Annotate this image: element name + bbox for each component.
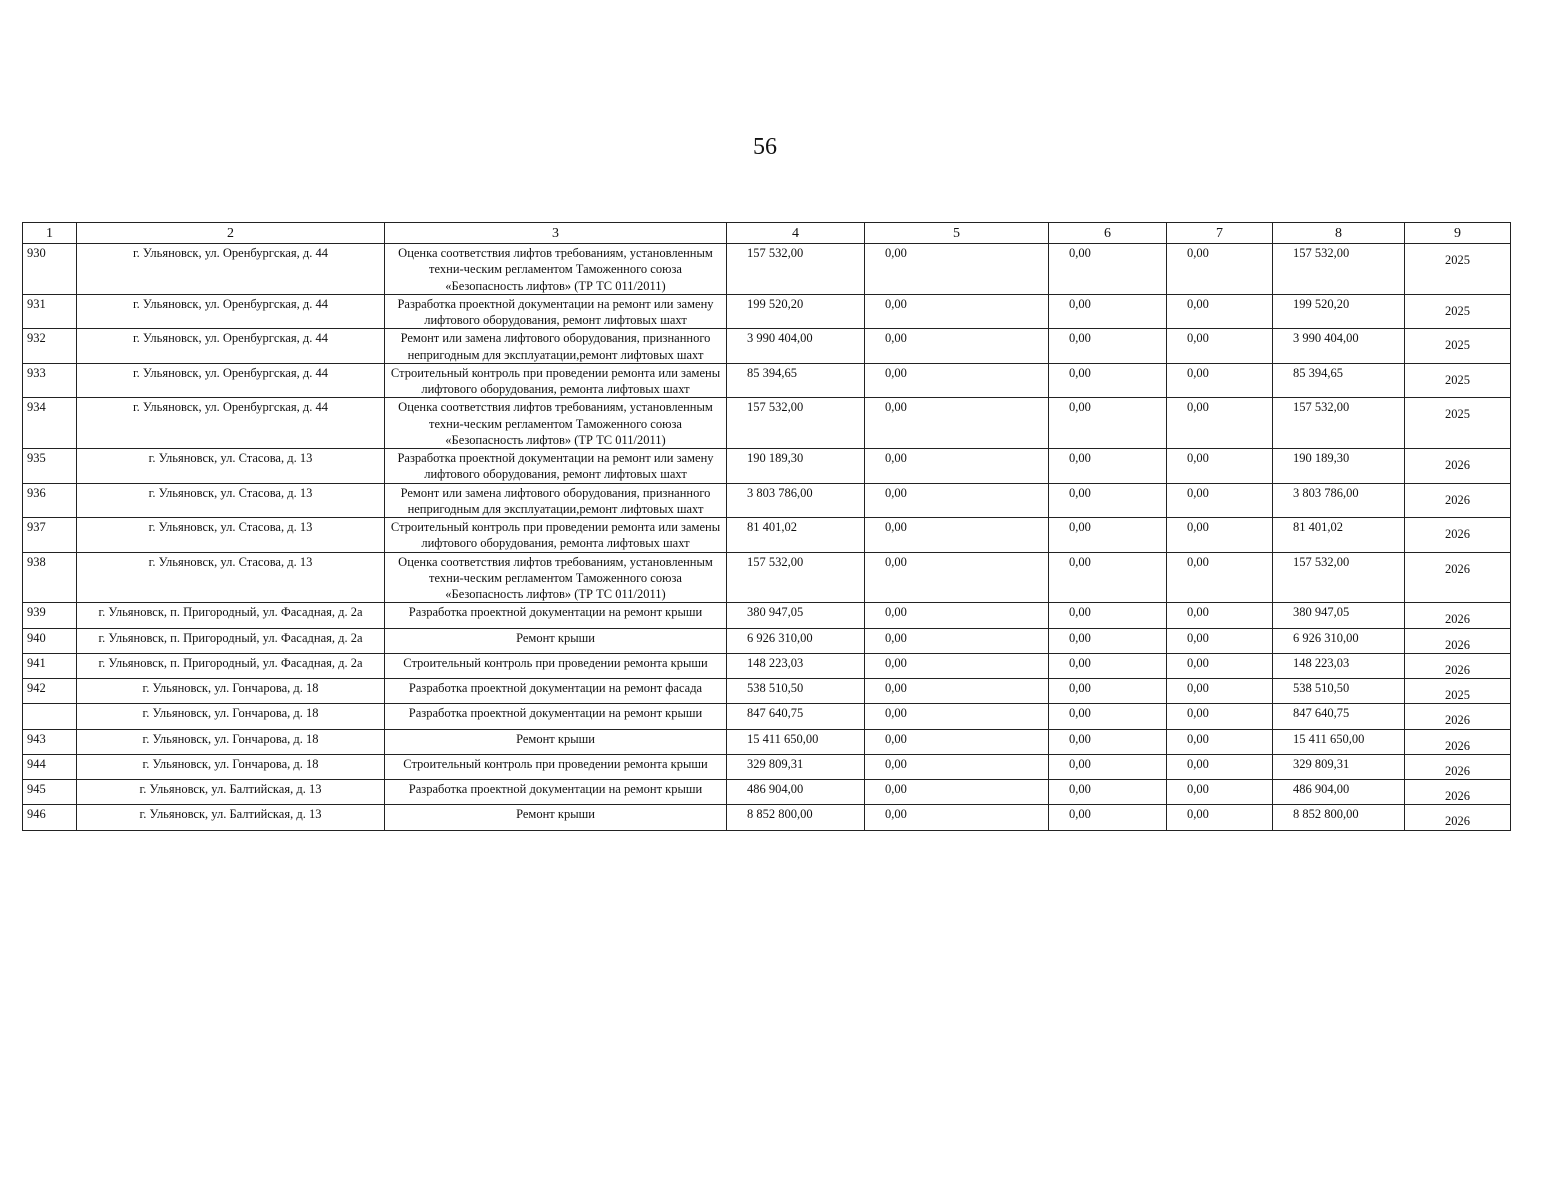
address-cell: г. Ульяновск, ул. Оренбургская, д. 44 [77, 398, 385, 449]
year-cell: 2025 [1405, 329, 1511, 364]
fund-total-cell: 538 510,50 [1273, 679, 1405, 704]
work-type-cell: Разработка проектной документации на ремонт крыши [385, 704, 727, 729]
column-header: 2 [77, 223, 385, 244]
row-number: 937 [23, 518, 77, 553]
table-row [23, 780, 1511, 805]
row-number: 938 [23, 552, 77, 603]
year-cell: 2026 [1405, 449, 1511, 484]
address-cell: г. Ульяновск, ул. Стасова, д. 13 [77, 552, 385, 603]
fund-cell: 0,00 [865, 363, 1049, 398]
owners-cell: 0,00 [1167, 704, 1273, 729]
column-header: 6 [1049, 223, 1167, 244]
fund-cell: 0,00 [865, 653, 1049, 678]
fund-total-cell: 157 532,00 [1273, 552, 1405, 603]
budget-cell: 0,00 [1049, 244, 1167, 295]
row-number: 943 [23, 729, 77, 754]
owners-cell: 0,00 [1167, 679, 1273, 704]
address-cell: г. Ульяновск, ул. Гончарова, д. 18 [77, 754, 385, 779]
total-cost-cell: 190 189,30 [727, 449, 865, 484]
address-cell: г. Ульяновск, ул. Гончарова, д. 18 [77, 704, 385, 729]
table-row [23, 363, 1511, 398]
row-number: 935 [23, 449, 77, 484]
address-cell: г. Ульяновск, ул. Стасова, д. 13 [77, 483, 385, 518]
page-number: 56 [753, 134, 777, 160]
owners-cell: 0,00 [1167, 363, 1273, 398]
total-cost-cell: 157 532,00 [727, 398, 865, 449]
row-number: 930 [23, 244, 77, 295]
work-type-cell: Ремонт крыши [385, 729, 727, 754]
fund-total-cell: 157 532,00 [1273, 244, 1405, 295]
column-header: 4 [727, 223, 865, 244]
row-number: 940 [23, 628, 77, 653]
row-number: 932 [23, 329, 77, 364]
total-cost-cell: 85 394,65 [727, 363, 865, 398]
fund-total-cell: 148 223,03 [1273, 653, 1405, 678]
work-type-cell: Ремонт крыши [385, 805, 727, 830]
fund-cell: 0,00 [865, 552, 1049, 603]
column-header: 8 [1273, 223, 1405, 244]
work-type-cell: Разработка проектной документации на ремонт крыши [385, 603, 727, 628]
fund-total-cell: 380 947,05 [1273, 603, 1405, 628]
fund-total-cell: 157 532,00 [1273, 398, 1405, 449]
owners-cell: 0,00 [1167, 518, 1273, 553]
fund-cell: 0,00 [865, 449, 1049, 484]
column-header: 1 [23, 223, 77, 244]
table-row [23, 552, 1511, 603]
address-cell: г. Ульяновск, ул. Гончарова, д. 18 [77, 679, 385, 704]
column-header: 9 [1405, 223, 1511, 244]
budget-cell: 0,00 [1049, 729, 1167, 754]
year-cell: 2026 [1405, 754, 1511, 779]
budget-cell: 0,00 [1049, 754, 1167, 779]
table-row [23, 518, 1511, 553]
year-cell: 2026 [1405, 552, 1511, 603]
table-row [23, 679, 1511, 704]
year-cell: 2026 [1405, 483, 1511, 518]
table-row [23, 603, 1511, 628]
owners-cell: 0,00 [1167, 483, 1273, 518]
row-number: 936 [23, 483, 77, 518]
budget-cell: 0,00 [1049, 294, 1167, 329]
budget-cell: 0,00 [1049, 679, 1167, 704]
row-number: 931 [23, 294, 77, 329]
fund-total-cell: 190 189,30 [1273, 449, 1405, 484]
fund-total-cell: 3 990 404,00 [1273, 329, 1405, 364]
table-row [23, 805, 1511, 830]
work-type-cell: Оценка соответствия лифтов требованиям, установленным техни-ческим регламентом Таможенного союза «Безопасность лифтов» (ТР ТС 011/2011) [385, 398, 727, 449]
total-cost-cell: 486 904,00 [727, 780, 865, 805]
work-type-cell: Строительный контроль при проведении ремонта крыши [385, 653, 727, 678]
year-cell: 2025 [1405, 679, 1511, 704]
total-cost-cell: 3 803 786,00 [727, 483, 865, 518]
address-cell: г. Ульяновск, ул. Балтийская, д. 13 [77, 780, 385, 805]
budget-cell: 0,00 [1049, 628, 1167, 653]
budget-cell: 0,00 [1049, 603, 1167, 628]
year-cell: 2026 [1405, 805, 1511, 830]
budget-cell: 0,00 [1049, 805, 1167, 830]
work-type-cell: Ремонт крыши [385, 628, 727, 653]
fund-cell: 0,00 [865, 294, 1049, 329]
fund-total-cell: 486 904,00 [1273, 780, 1405, 805]
total-cost-cell: 157 532,00 [727, 552, 865, 603]
address-cell: г. Ульяновск, п. Пригородный, ул. Фасадная, д. 2а [77, 603, 385, 628]
address-cell: г. Ульяновск, ул. Стасова, д. 13 [77, 449, 385, 484]
year-cell: 2026 [1405, 628, 1511, 653]
year-cell: 2026 [1405, 729, 1511, 754]
work-type-cell: Разработка проектной документации на ремонт или замену лифтового оборудования, ремонт лифтовых шахт [385, 294, 727, 329]
table-row [23, 449, 1511, 484]
total-cost-cell: 847 640,75 [727, 704, 865, 729]
address-cell: г. Ульяновск, ул. Оренбургская, д. 44 [77, 244, 385, 295]
total-cost-cell: 380 947,05 [727, 603, 865, 628]
total-cost-cell: 15 411 650,00 [727, 729, 865, 754]
year-cell: 2025 [1405, 363, 1511, 398]
work-type-cell: Ремонт или замена лифтового оборудования, признанного непригодным для эксплуатации,ремонт лифтовых шахт [385, 329, 727, 364]
work-type-cell: Оценка соответствия лифтов требованиям, установленным техни-ческим регламентом Таможенного союза «Безопасность лифтов» (ТР ТС 011/2011) [385, 244, 727, 295]
budget-cell: 0,00 [1049, 329, 1167, 364]
budget-cell: 0,00 [1049, 704, 1167, 729]
header-row [23, 223, 1511, 244]
budget-cell: 0,00 [1049, 780, 1167, 805]
table-row [23, 244, 1511, 295]
fund-total-cell: 81 401,02 [1273, 518, 1405, 553]
owners-cell: 0,00 [1167, 780, 1273, 805]
work-type-cell: Ремонт или замена лифтового оборудования, признанного непригодным для эксплуатации,ремонт лифтовых шахт [385, 483, 727, 518]
address-cell: г. Ульяновск, п. Пригородный, ул. Фасадная, д. 2а [77, 653, 385, 678]
work-type-cell: Разработка проектной документации на ремонт фасада [385, 679, 727, 704]
owners-cell: 0,00 [1167, 552, 1273, 603]
row-number: 944 [23, 754, 77, 779]
budget-cell: 0,00 [1049, 518, 1167, 553]
address-cell: г. Ульяновск, ул. Гончарова, д. 18 [77, 729, 385, 754]
table-row [23, 483, 1511, 518]
fund-total-cell: 15 411 650,00 [1273, 729, 1405, 754]
work-type-cell: Строительный контроль при проведении ремонта крыши [385, 754, 727, 779]
total-cost-cell: 157 532,00 [727, 244, 865, 295]
table-row [23, 729, 1511, 754]
fund-cell: 0,00 [865, 729, 1049, 754]
year-cell: 2026 [1405, 518, 1511, 553]
row-number: 934 [23, 398, 77, 449]
year-cell: 2026 [1405, 780, 1511, 805]
address-cell: г. Ульяновск, ул. Оренбургская, д. 44 [77, 294, 385, 329]
budget-cell: 0,00 [1049, 483, 1167, 518]
fund-cell: 0,00 [865, 398, 1049, 449]
work-type-cell: Разработка проектной документации на ремонт или замену лифтового оборудования, ремонт лифтовых шахт [385, 449, 727, 484]
owners-cell: 0,00 [1167, 294, 1273, 329]
column-header: 3 [385, 223, 727, 244]
total-cost-cell: 329 809,31 [727, 754, 865, 779]
fund-cell: 0,00 [865, 704, 1049, 729]
owners-cell: 0,00 [1167, 449, 1273, 484]
fund-cell: 0,00 [865, 483, 1049, 518]
table-row [23, 329, 1511, 364]
row-number: 945 [23, 780, 77, 805]
budget-cell: 0,00 [1049, 653, 1167, 678]
owners-cell: 0,00 [1167, 805, 1273, 830]
fund-total-cell: 199 520,20 [1273, 294, 1405, 329]
total-cost-cell: 81 401,02 [727, 518, 865, 553]
address-cell: г. Ульяновск, ул. Оренбургская, д. 44 [77, 363, 385, 398]
fund-cell: 0,00 [865, 628, 1049, 653]
row-number: 946 [23, 805, 77, 830]
owners-cell: 0,00 [1167, 329, 1273, 364]
column-header: 5 [865, 223, 1049, 244]
row-number: 939 [23, 603, 77, 628]
total-cost-cell: 199 520,20 [727, 294, 865, 329]
table-row [23, 294, 1511, 329]
budget-cell: 0,00 [1049, 552, 1167, 603]
row-number: 933 [23, 363, 77, 398]
work-type-cell: Разработка проектной документации на ремонт крыши [385, 780, 727, 805]
owners-cell: 0,00 [1167, 653, 1273, 678]
owners-cell: 0,00 [1167, 398, 1273, 449]
fund-total-cell: 329 809,31 [1273, 754, 1405, 779]
table-body [23, 244, 1511, 831]
address-cell: г. Ульяновск, п. Пригородный, ул. Фасадная, д. 2а [77, 628, 385, 653]
owners-cell: 0,00 [1167, 244, 1273, 295]
table-row [23, 653, 1511, 678]
fund-cell: 0,00 [865, 805, 1049, 830]
total-cost-cell: 3 990 404,00 [727, 329, 865, 364]
fund-cell: 0,00 [865, 780, 1049, 805]
fund-total-cell: 6 926 310,00 [1273, 628, 1405, 653]
work-type-cell: Оценка соответствия лифтов требованиям, установленным техни-ческим регламентом Таможенного союза «Безопасность лифтов» (ТР ТС 011/2011) [385, 552, 727, 603]
work-type-cell: Строительный контроль при проведении ремонта или замены лифтового оборудования, ремонта лифтовых шахт [385, 363, 727, 398]
row-number: 941 [23, 653, 77, 678]
fund-total-cell: 3 803 786,00 [1273, 483, 1405, 518]
work-type-cell: Строительный контроль при проведении ремонта или замены лифтового оборудования, ремонта лифтовых шахт [385, 518, 727, 553]
year-cell: 2025 [1405, 294, 1511, 329]
budget-cell: 0,00 [1049, 363, 1167, 398]
table-row [23, 398, 1511, 449]
owners-cell: 0,00 [1167, 603, 1273, 628]
fund-total-cell: 847 640,75 [1273, 704, 1405, 729]
fund-cell: 0,00 [865, 754, 1049, 779]
table-row [23, 754, 1511, 779]
works-table [22, 222, 1511, 831]
total-cost-cell: 6 926 310,00 [727, 628, 865, 653]
year-cell: 2025 [1405, 244, 1511, 295]
column-header: 7 [1167, 223, 1273, 244]
fund-total-cell: 8 852 800,00 [1273, 805, 1405, 830]
total-cost-cell: 538 510,50 [727, 679, 865, 704]
owners-cell: 0,00 [1167, 754, 1273, 779]
budget-cell: 0,00 [1049, 398, 1167, 449]
row-number [23, 704, 77, 729]
year-cell: 2026 [1405, 653, 1511, 678]
budget-cell: 0,00 [1049, 449, 1167, 484]
year-cell: 2025 [1405, 398, 1511, 449]
table-row [23, 628, 1511, 653]
row-number: 942 [23, 679, 77, 704]
address-cell: г. Ульяновск, ул. Балтийская, д. 13 [77, 805, 385, 830]
table-row [23, 704, 1511, 729]
total-cost-cell: 148 223,03 [727, 653, 865, 678]
fund-cell: 0,00 [865, 518, 1049, 553]
address-cell: г. Ульяновск, ул. Оренбургская, д. 44 [77, 329, 385, 364]
owners-cell: 0,00 [1167, 628, 1273, 653]
fund-cell: 0,00 [865, 603, 1049, 628]
fund-cell: 0,00 [865, 329, 1049, 364]
owners-cell: 0,00 [1167, 729, 1273, 754]
fund-cell: 0,00 [865, 244, 1049, 295]
total-cost-cell: 8 852 800,00 [727, 805, 865, 830]
year-cell: 2026 [1405, 704, 1511, 729]
address-cell: г. Ульяновск, ул. Стасова, д. 13 [77, 518, 385, 553]
year-cell: 2026 [1405, 603, 1511, 628]
fund-total-cell: 85 394,65 [1273, 363, 1405, 398]
fund-cell: 0,00 [865, 679, 1049, 704]
